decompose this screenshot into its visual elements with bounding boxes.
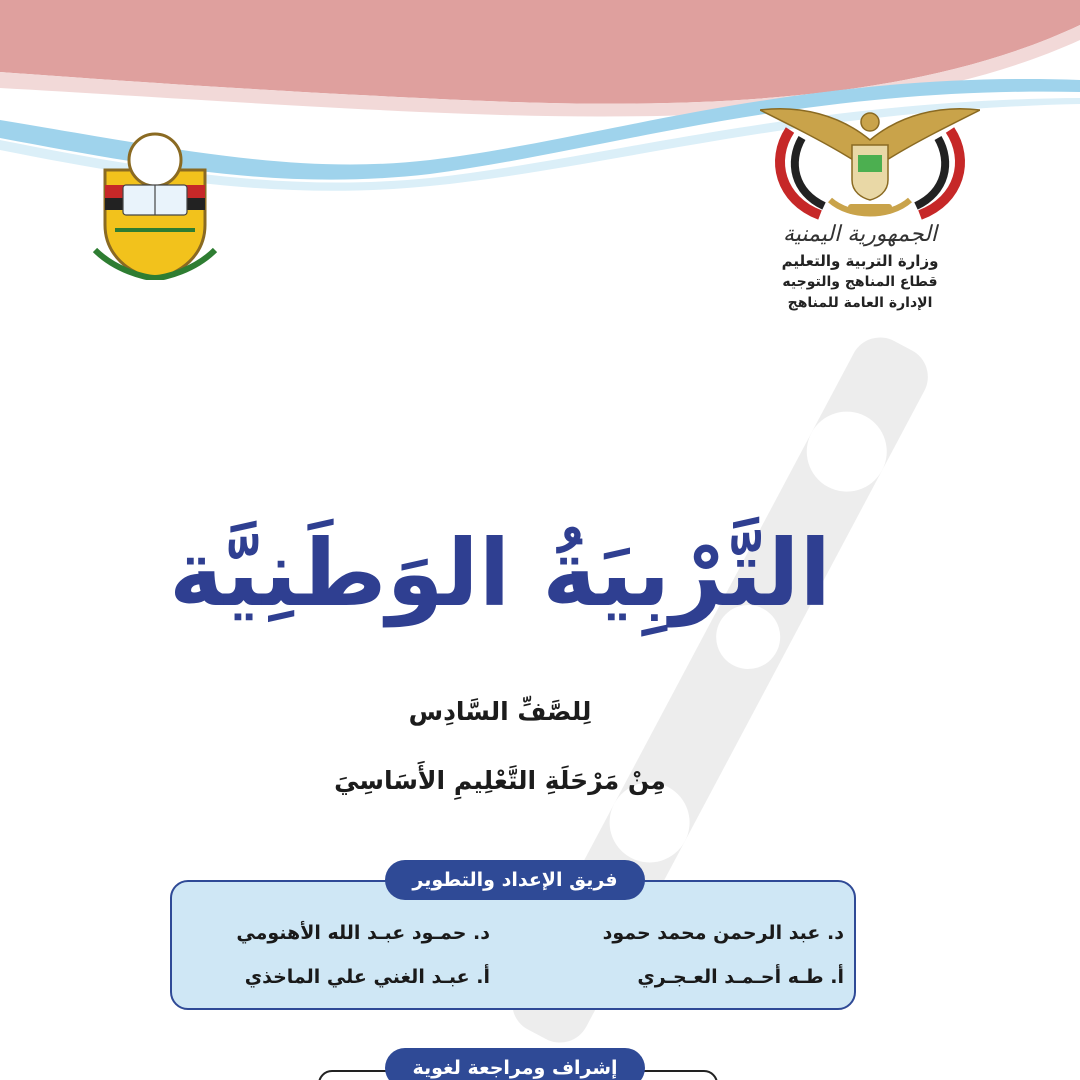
team-member: د. حمـود عبـد الله الأهنومي bbox=[236, 922, 490, 944]
team-member: د. عبد الرحمن محمد حمود bbox=[602, 922, 844, 944]
yemen-eagle-emblem-icon bbox=[760, 100, 980, 225]
stage-subtitle: مِنْ مَرْحَلَةِ التَّعْلِيمِ الأَسَاسِيَ bbox=[334, 766, 666, 795]
sector-name: قطاع المناهج والتوجيه bbox=[782, 274, 938, 290]
department-name: الإدارة العامة للمناهج bbox=[787, 295, 933, 311]
grade-subtitle: لِلصَّفِّ السَّادِس bbox=[408, 697, 592, 726]
ministry-badge-icon bbox=[85, 130, 225, 280]
republic-name: الجمهورية اليمنية bbox=[782, 222, 938, 247]
team-member: أ. عبـد الغني علي الماخذي bbox=[244, 966, 490, 988]
team-label: فريق الإعداد والتطوير bbox=[385, 860, 645, 900]
review-label: إشراف ومراجعة لغوية bbox=[385, 1048, 645, 1080]
ministry-name: وزارة التربية والتعليم bbox=[781, 252, 939, 270]
book-title: التَّرْبِيَةُ الوَطَنِيَّة bbox=[168, 520, 832, 627]
team-member: أ. طـه أحـمـد العـجـري bbox=[637, 966, 844, 988]
ministry-header bbox=[740, 222, 980, 314]
